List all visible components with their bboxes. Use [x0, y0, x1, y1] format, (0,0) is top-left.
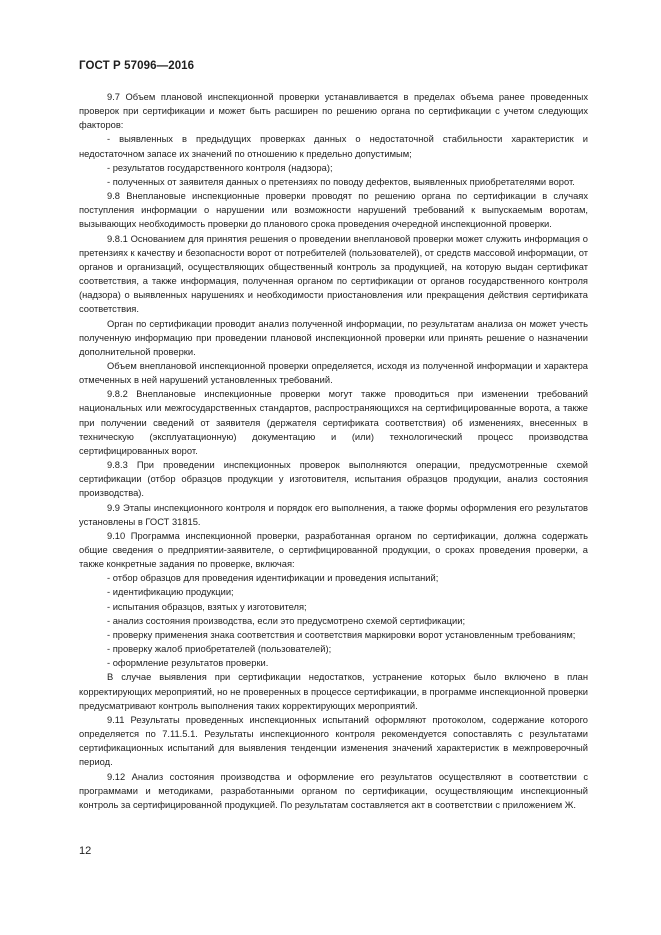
paragraph: В случае выявления при сертификации недостатков, устранение которых было включено в план корректирующих мероприятий, но не проверенных в процессе сертификации, в программе инспекционной проверки предусматривают контроль выполнения таких корректирующих мероприятий.	[79, 672, 588, 711]
paragraph-9-8-1: 9.8.1 Основанием для принятия решения о проведении внеплановой проверки может служить информация о претензиях к качеству и безопасности ворот от потребителей (пользователей), от средств массовой информации, от органов и организаций, осуществляющих общественный контроль за продукцией, на которую выдан сертификат соответствия, а также информация, полученная органом по сертификации от органов государственного контроля (надзора) о выявленных нарушениях и необходимости приостановления или прекращения действия сертификата соответствия.	[79, 233, 588, 315]
paragraph-9-8-3: 9.8.3 При проведении инспекционных проверок выполняются операции, предусмотренные схемой сертификации (отбор образцов продукции у изготовителя, испытания образцов продукции, анализ состояния производства).	[79, 460, 588, 499]
paragraph-9-12: 9.12 Анализ состояния производства и оформление его результатов осуществляют в соответствии с программами и методиками, разработанными органом по сертификации, осуществляющим инспекционный контроль за сертифицированной продукцией. По результатам составляется акт в соответствии с приложением Ж.	[79, 771, 588, 810]
list-item: - выявленных в предыдущих проверках данных о недостаточной стабильности характеристик и недостаточном запасе их значений по отношению к предельно допустимым;	[79, 134, 588, 159]
page-number: 12	[79, 845, 92, 857]
paragraph-9-9: 9.9 Этапы инспекционного контроля и порядок его выполнения, а также формы оформления его результатов установлены в ГОСТ 31815.	[79, 502, 588, 527]
paragraph-9-8: 9.8 Внеплановые инспекционные проверки проводят по решению органа по сертификации в случаях поступления информации о нарушении или возможности нарушений требований к выпускаемым воротам, вызывающих необходимость проверки до планового срока проведения очередной инспекционной проверки.	[79, 191, 588, 230]
list-item: - проверку жалоб приобретателей (пользователей);	[107, 644, 332, 655]
list-item: - оформление результатов проверки.	[107, 658, 269, 669]
list-item: - полученных от заявителя данных о претензиях по поводу дефектов, выявленных приобретателями ворот.	[107, 176, 575, 187]
document-header: ГОСТ Р 57096—2016	[79, 60, 195, 72]
paragraph: Объем внеплановой инспекционной проверки определяется, исходя из полученной информации и характера отмеченных в ней нарушений установленных требований.	[79, 360, 588, 386]
list-item: - анализ состояния производства, если это предусмотрено схемой сертификации;	[107, 615, 466, 626]
list-item: - результатов государственного контроля (надзора);	[107, 162, 333, 173]
paragraph-9-10: 9.10 Программа инспекционной проверки, разработанная органом по сертификации, должна содержать общие сведения о предприятии-заявителе, о сертифицированной продукции, о сроках проведения проверки, а также конкретные задания по проверке, включая:	[79, 530, 588, 570]
paragraph: Орган по сертификации проводит анализ полученной информации, по результатам анализа он может учесть полученную информацию при проведении плановой инспекционной проверки или принять решение о назначении дополнительной проверки.	[79, 318, 588, 357]
list-item: - отбор образцов для проведения идентификации и проведения испытаний;	[107, 573, 439, 584]
document-body	[79, 90, 588, 812]
list-item: - испытания образцов, взятых у изготовителя;	[107, 601, 307, 612]
list-item: - идентификацию продукции;	[107, 587, 234, 598]
paragraph-9-7: 9.7 Объем плановой инспекционной проверки устанавливается в пределах объема ранее проведенных проверок при сертификации и может быть расширен по решению органа по сертификации с учетом следующих факторов:	[79, 92, 588, 131]
paragraph-9-11: 9.11 Результаты проведенных инспекционных испытаний оформляют протоколом, содержание которого определяется по 7.11.5.1. Результаты инспекционного контроля рекомендуется сопоставлять с результатами сертификационных испытаний для выявления тенденции изменения значений характеристик в межпроверочный период.	[79, 714, 588, 768]
list-item: - проверку применения знака соответствия и соответствия маркировки ворот установленным требованиям;	[107, 629, 576, 640]
paragraph-9-8-2: 9.8.2 Внеплановые инспекционные проверки могут также проводиться при изменении требований национальных или межгосударственных стандартов, распространяющихся на сертифицированные ворота, а также при получении сведений от заявителя (держателя сертификата соответствия) об изменениях, внесенных в техническую (эксплуатационную) документацию и (или) технологический процесс производства сертифицированных ворот.	[79, 389, 588, 456]
